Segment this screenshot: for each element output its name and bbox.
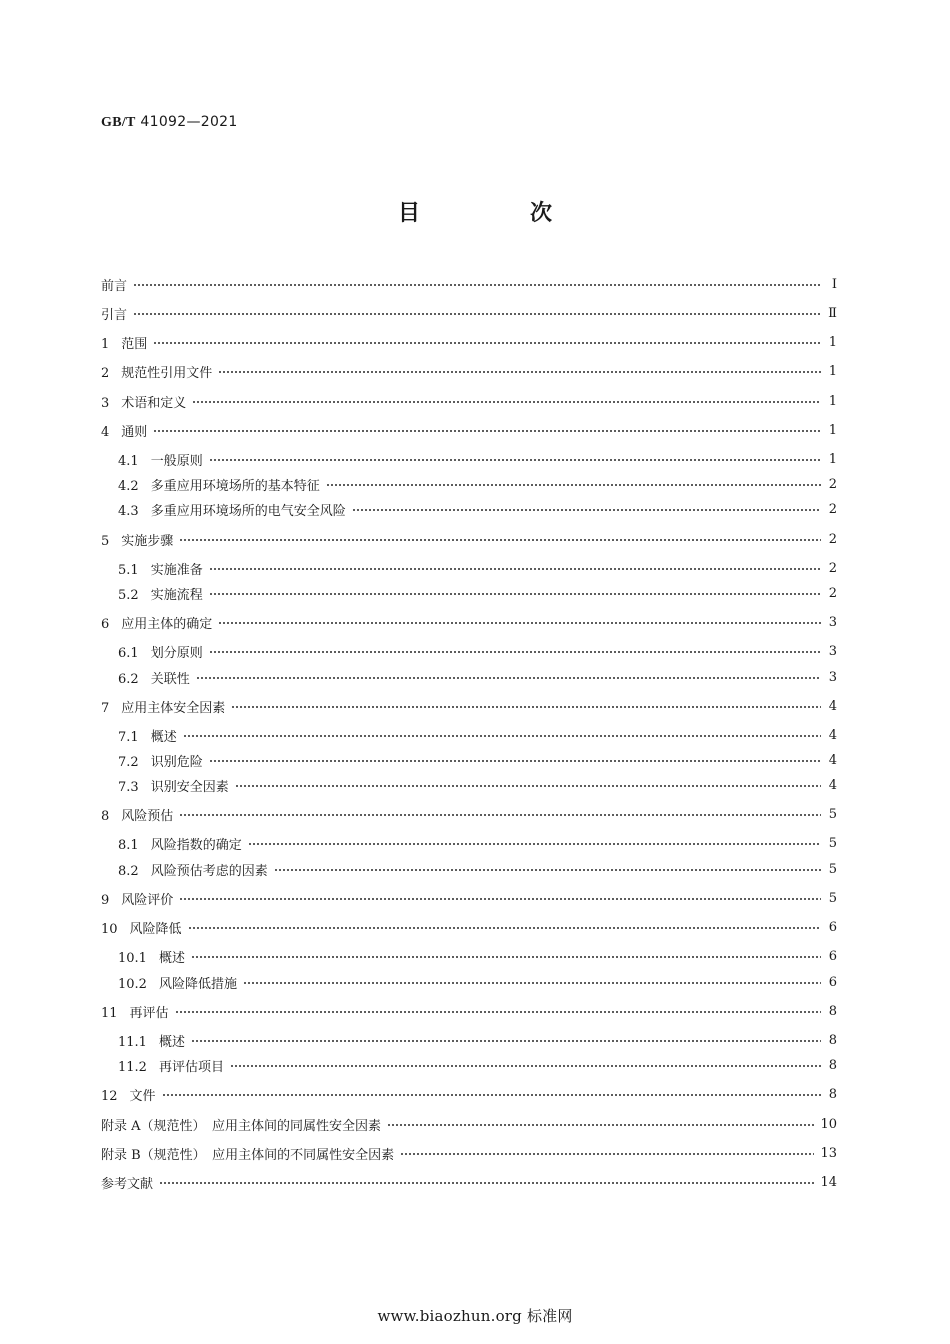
dot-leader xyxy=(179,811,821,819)
toc-entry-page: 2 xyxy=(828,476,837,492)
toc-entry[interactable] xyxy=(101,803,837,825)
toc-entry-label xyxy=(101,333,153,352)
toc-entry-label xyxy=(101,889,179,908)
toc-entry-text: 术语和定义 xyxy=(121,395,187,411)
toc-entry-page: 3 xyxy=(828,614,837,630)
toc-entry-label xyxy=(101,304,133,323)
toc-entry-page: 2 xyxy=(828,501,837,517)
toc-entry[interactable] xyxy=(118,473,837,495)
toc-entry-number: 11.2 xyxy=(118,1059,147,1075)
toc-entry-text: 风险降低措施 xyxy=(158,976,237,992)
toc-entry-page: 6 xyxy=(828,948,837,964)
toc-entry-page: 2 xyxy=(828,585,837,601)
standard-code xyxy=(101,114,238,131)
toc-entry-label xyxy=(101,275,133,294)
toc-entry-text: 再评估项目 xyxy=(158,1059,224,1075)
toc-entry-page: 8 xyxy=(828,1086,837,1102)
toc-entry-number: 4 xyxy=(101,424,110,440)
toc-entry-label xyxy=(118,947,191,966)
toc-entry-text: 风险评价 xyxy=(121,892,174,908)
toc-entry-page: 2 xyxy=(828,531,837,547)
dot-leader xyxy=(209,648,821,656)
toc-entry-number: 8.2 xyxy=(118,863,139,879)
dot-leader xyxy=(230,1062,821,1070)
toc-entry-text: 风险指数的确定 xyxy=(150,837,242,853)
dot-leader xyxy=(243,979,821,987)
toc-entry-number: 5.2 xyxy=(118,587,139,603)
toc-entry-text: 再评估 xyxy=(129,1005,169,1021)
dot-leader xyxy=(175,1008,821,1016)
toc-entry[interactable] xyxy=(101,273,837,295)
toc-entry-label xyxy=(101,1115,387,1134)
toc-entry-page: 10 xyxy=(820,1116,837,1132)
toc-entry-page: 3 xyxy=(828,643,837,659)
toc-entry-number: 4.1 xyxy=(118,453,139,469)
toc-entry-number: 7 xyxy=(101,700,110,716)
dot-leader xyxy=(218,368,821,376)
toc-entry-number: 5 xyxy=(101,533,110,549)
dot-leader xyxy=(162,1091,821,1099)
dot-leader xyxy=(387,1121,814,1129)
toc-entry-text: 文件 xyxy=(129,1088,156,1104)
toc-entry-number: 7.3 xyxy=(118,779,139,795)
toc-entry-label xyxy=(118,500,352,519)
toc-entry-label xyxy=(101,1144,400,1163)
toc-entry-text: 附录 A（规范性） 应用主体间的同属性安全因素 xyxy=(101,1118,382,1134)
toc-entry-page: 6 xyxy=(828,974,837,990)
toc-entry-text: 实施流程 xyxy=(150,587,203,603)
toc-entry-label xyxy=(118,726,183,745)
dot-leader xyxy=(231,703,821,711)
toc-entry[interactable] xyxy=(118,1029,837,1051)
toc-entry-number: 2 xyxy=(101,365,110,381)
toc-entry-page: 4 xyxy=(828,698,837,714)
toc-entry-page: 8 xyxy=(828,1032,837,1048)
toc-entry-page: 5 xyxy=(828,861,837,877)
toc-entry-label xyxy=(101,530,179,549)
toc-entry-label xyxy=(118,776,235,795)
toc-entry-text: 概述 xyxy=(158,950,185,966)
toc-entry[interactable] xyxy=(101,887,837,909)
toc-entry-number: 10.2 xyxy=(118,976,147,992)
toc-entry-text: 引言 xyxy=(101,307,128,323)
toc-entry-number: 10.1 xyxy=(118,950,147,966)
toc-entry[interactable] xyxy=(101,1113,837,1135)
toc-entry-page: 14 xyxy=(820,1174,837,1190)
toc-entry-number: 5.1 xyxy=(118,562,139,578)
dot-leader xyxy=(133,310,821,318)
dot-leader xyxy=(209,757,821,765)
toc-entry-number: 4.2 xyxy=(118,478,139,494)
toc-entry-page: Ⅰ xyxy=(831,276,837,292)
toc-entry[interactable] xyxy=(101,360,837,382)
toc-entry-text: 前言 xyxy=(101,278,128,294)
toc-entry-label xyxy=(101,918,188,937)
toc-entry-text: 附录 B（规范性） 应用主体间的不同属性安全因素 xyxy=(101,1147,395,1163)
toc-entry-page: 4 xyxy=(828,727,837,743)
toc-entry[interactable] xyxy=(101,419,837,441)
dot-leader xyxy=(153,427,821,435)
dot-leader xyxy=(133,281,821,289)
toc-entry-number: 11 xyxy=(101,1005,118,1021)
dot-leader xyxy=(191,953,821,961)
toc-entry[interactable] xyxy=(118,557,837,579)
dot-leader xyxy=(183,732,821,740)
dot-leader xyxy=(153,339,821,347)
toc-entry-page: 4 xyxy=(828,752,837,768)
standard-prefix: GB/T xyxy=(101,115,136,130)
toc-entry-text: 概述 xyxy=(158,1034,185,1050)
toc-entry-text: 风险预估考虑的因素 xyxy=(150,863,268,879)
dot-leader xyxy=(179,895,821,903)
toc-entry-text: 划分原则 xyxy=(150,645,203,661)
dot-leader xyxy=(218,619,821,627)
toc-entry[interactable] xyxy=(101,302,837,324)
dot-leader xyxy=(248,840,821,848)
toc-entry-page: 5 xyxy=(828,890,837,906)
toc-entry-number: 6 xyxy=(101,616,110,632)
toc-entry[interactable] xyxy=(118,1054,837,1076)
toc-entry-page: 13 xyxy=(820,1145,837,1161)
toc-entry-text: 风险降低 xyxy=(129,921,182,937)
toc-entry-number: 7.2 xyxy=(118,754,139,770)
toc-entry-number: 6.1 xyxy=(118,645,139,661)
toc-entry-number: 12 xyxy=(101,1088,118,1104)
toc-entry-label xyxy=(118,559,209,578)
toc-entry-label xyxy=(118,584,209,603)
toc-entry-number: 6.2 xyxy=(118,671,139,687)
dot-leader xyxy=(209,456,821,464)
toc-entry-text: 识别安全因素 xyxy=(150,779,229,795)
toc-entry[interactable] xyxy=(118,858,837,880)
toc-entry-label xyxy=(101,362,218,381)
toc-entry-page: 1 xyxy=(828,363,837,379)
toc-entry[interactable] xyxy=(118,945,837,967)
toc-entry-text: 规范性引用文件 xyxy=(121,365,213,381)
toc-entry[interactable] xyxy=(118,640,837,662)
toc-entry-page: 5 xyxy=(828,835,837,851)
toc-entry-page: 1 xyxy=(828,334,837,350)
toc-entry[interactable] xyxy=(101,1142,837,1164)
dot-leader xyxy=(209,565,821,573)
toc-entry[interactable] xyxy=(118,971,837,993)
toc-entry-page: Ⅱ xyxy=(828,305,837,321)
toc-entry[interactable] xyxy=(118,448,837,470)
toc-entry-page: 5 xyxy=(828,806,837,822)
toc-entry-text: 概述 xyxy=(150,729,177,745)
toc-entry-text: 实施步骤 xyxy=(121,533,174,549)
toc-entry[interactable] xyxy=(101,1083,837,1105)
toc-entry-page: 3 xyxy=(828,669,837,685)
toc-entry-label xyxy=(118,475,326,494)
toc-entry-text: 范围 xyxy=(121,336,148,352)
toc-entry-label xyxy=(118,834,248,853)
toc-entry[interactable] xyxy=(101,390,837,412)
toc-entry[interactable] xyxy=(101,1171,837,1193)
toc-entry-label xyxy=(118,1056,230,1075)
toc-entry[interactable] xyxy=(118,724,837,746)
toc-entry-label xyxy=(101,1002,175,1021)
toc-entry-page: 2 xyxy=(828,560,837,576)
standard-number: 41092—2021 xyxy=(140,114,238,130)
toc-entry-text: 风险预估 xyxy=(121,808,174,824)
toc-entry-label xyxy=(101,1085,162,1104)
toc-entry-label xyxy=(118,1031,191,1050)
toc-entry-number: 4.3 xyxy=(118,503,139,519)
toc-entry-page: 8 xyxy=(828,1003,837,1019)
toc-entry[interactable] xyxy=(118,774,837,796)
toc-entry[interactable] xyxy=(118,498,837,520)
toc-entry-label xyxy=(118,751,209,770)
dot-leader xyxy=(191,1037,821,1045)
dot-leader xyxy=(352,506,821,514)
toc-entry[interactable] xyxy=(118,666,837,688)
toc-entry[interactable] xyxy=(118,582,837,604)
toc-entry-label xyxy=(118,973,243,992)
dot-leader xyxy=(159,1179,814,1187)
dot-leader xyxy=(192,398,821,406)
toc-entry-number: 8.1 xyxy=(118,837,139,853)
toc-entry-label xyxy=(101,697,231,716)
toc-entry[interactable] xyxy=(101,528,837,550)
toc-entry-page: 8 xyxy=(828,1057,837,1073)
toc-entry-label xyxy=(101,392,192,411)
toc-entry-page: 1 xyxy=(828,422,837,438)
toc-entry-page: 4 xyxy=(828,777,837,793)
toc-entry-text: 实施准备 xyxy=(150,562,203,578)
toc-entry-number: 1 xyxy=(101,336,110,352)
toc-entry-text: 一般原则 xyxy=(150,453,203,469)
dot-leader xyxy=(179,536,821,544)
dot-leader xyxy=(274,866,821,874)
toc-entry[interactable] xyxy=(101,331,837,353)
toc-entry-number: 3 xyxy=(101,395,110,411)
dot-leader xyxy=(326,481,821,489)
dot-leader xyxy=(235,782,821,790)
toc-entry-number: 11.1 xyxy=(118,1034,147,1050)
toc-entry-label xyxy=(101,805,179,824)
toc-entry[interactable] xyxy=(101,916,837,938)
toc-entry-label xyxy=(101,1173,159,1192)
toc-entry-label xyxy=(101,613,218,632)
toc-entry-text: 应用主体安全因素 xyxy=(121,700,226,716)
toc-entry-page: 1 xyxy=(828,393,837,409)
toc-entry-label xyxy=(118,642,209,661)
toc-entry-text: 通则 xyxy=(121,424,148,440)
dot-leader xyxy=(400,1150,814,1158)
toc-entry-text: 多重应用环境场所的电气安全风险 xyxy=(150,503,346,519)
toc-entry-number: 7.1 xyxy=(118,729,139,745)
toc-entry[interactable] xyxy=(118,749,837,771)
toc-entry-label xyxy=(118,668,196,687)
toc-entry-text: 关联性 xyxy=(150,671,190,687)
toc-entry-number: 8 xyxy=(101,808,110,824)
toc-entry[interactable] xyxy=(101,695,837,717)
toc-entry-number: 10 xyxy=(101,921,118,937)
toc-entry-label xyxy=(118,450,209,469)
toc-entry[interactable] xyxy=(118,832,837,854)
toc-entry[interactable] xyxy=(101,611,837,633)
dot-leader xyxy=(188,924,821,932)
toc-entry-page: 6 xyxy=(828,919,837,935)
dot-leader xyxy=(209,590,821,598)
toc-entry[interactable] xyxy=(101,1000,837,1022)
toc-entry-page: 1 xyxy=(828,451,837,467)
toc-entry-number: 9 xyxy=(101,892,110,908)
page-title: 目 次 xyxy=(397,201,596,226)
toc-entry-label xyxy=(101,421,153,440)
toc-entry-text: 应用主体的确定 xyxy=(121,616,213,632)
dot-leader xyxy=(196,674,821,682)
toc-entry-text: 参考文献 xyxy=(101,1176,154,1192)
toc-entry-text: 识别危险 xyxy=(150,754,203,770)
footer-watermark: www.biaozhun.org 标准网 xyxy=(377,1307,573,1325)
toc-entry-label xyxy=(118,860,274,879)
toc-entry-text: 多重应用环境场所的基本特征 xyxy=(150,478,320,494)
